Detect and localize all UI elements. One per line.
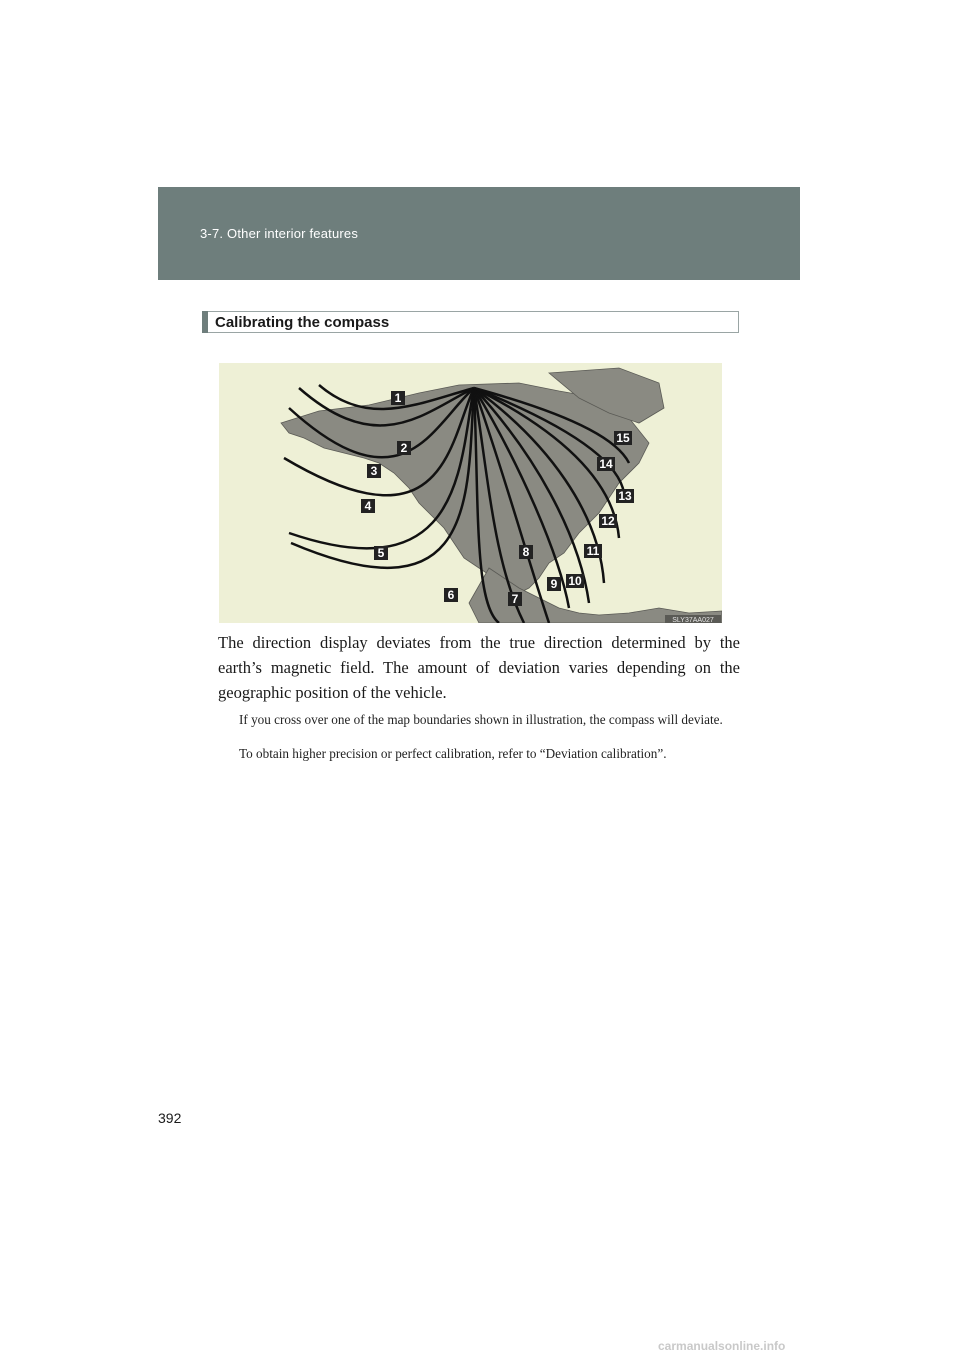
svg-text:11: 11 <box>586 544 600 558</box>
svg-text:14: 14 <box>599 457 613 471</box>
section-title: Calibrating the compass <box>215 314 390 331</box>
section-title-marker <box>202 311 208 333</box>
zone-label-5 <box>374 546 388 560</box>
compass-zone-map <box>219 363 722 623</box>
zone-label-4 <box>361 499 375 513</box>
figure-code: SLY37AA027 <box>672 617 714 623</box>
zone-label-3 <box>367 464 381 478</box>
page-number: 392 <box>158 1110 182 1126</box>
zone-label-1 <box>391 391 405 405</box>
figure-code-tag <box>665 615 721 623</box>
zone-label-13 <box>616 489 634 503</box>
section-title-box <box>202 311 739 333</box>
svg-text:4: 4 <box>364 499 372 513</box>
svg-text:10: 10 <box>568 574 582 588</box>
svg-text:15: 15 <box>616 431 630 445</box>
svg-text:8: 8 <box>522 545 530 559</box>
svg-text:3: 3 <box>370 464 378 478</box>
svg-text:12: 12 <box>601 514 615 528</box>
zone-label-14 <box>597 457 615 471</box>
zone-label-6 <box>444 588 458 602</box>
chapter-section-label: 3-7. Other interior features <box>200 226 359 241</box>
svg-text:5: 5 <box>377 546 385 560</box>
zone-label-11 <box>584 544 602 558</box>
svg-text:9: 9 <box>550 577 558 591</box>
watermark: carmanualsonline.info <box>658 1339 786 1353</box>
note-deviation-calibration: To obtain higher precision or perfect calibration, refer to “Deviation calibration”. <box>239 746 667 761</box>
zone-label-12 <box>599 514 617 528</box>
zone-label-7 <box>508 592 522 606</box>
svg-text:2: 2 <box>400 441 408 455</box>
svg-text:6: 6 <box>447 588 455 602</box>
zone-label-9 <box>547 577 561 591</box>
body-paragraph: The direction display deviates from the true direction determined by the earth’s magnetic field. The amount of deviation varies depending on the geographic position of the vehicle. <box>218 633 740 702</box>
zone-label-15 <box>614 431 632 445</box>
svg-text:1: 1 <box>394 391 402 405</box>
compass-zone-map-svg <box>219 363 722 623</box>
svg-text:13: 13 <box>618 489 632 503</box>
zone-label-8 <box>519 545 533 559</box>
chapter-header-band <box>158 187 800 280</box>
zone-label-10 <box>566 574 584 588</box>
svg-text:7: 7 <box>511 592 519 606</box>
note-boundary-deviation: If you cross over one of the map boundaries shown in illustration, the compass will deviate. <box>239 712 723 727</box>
zone-label-2 <box>397 441 411 455</box>
